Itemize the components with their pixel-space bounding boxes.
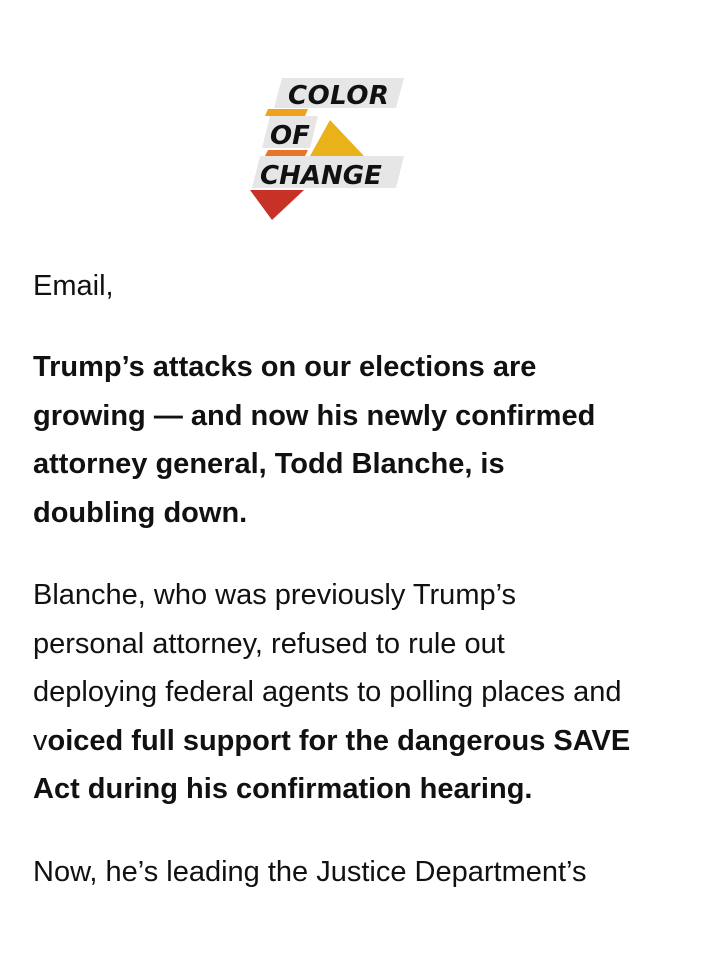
justice-department-paragraph: Now, he’s leading the Justice Department’s: [33, 855, 587, 888]
greeting: Email,: [33, 270, 114, 302]
headline-paragraph: Trump’s attacks on our elections are growing — and now his newly confirmed attorney general, Todd Blanche, is doubling down.: [33, 351, 596, 529]
logo-word-color: COLOR: [288, 81, 390, 111]
email-body: [33, 262, 633, 930]
logo-graphic: [248, 78, 408, 223]
logo-yellow-triangle: [310, 120, 364, 156]
logo-word-of: OF: [270, 121, 310, 151]
blanche-paragraph: [33, 571, 633, 814]
color-of-change-logo: [248, 78, 408, 223]
logo-word-change: CHANGE: [260, 161, 382, 191]
blanche-paragraph-bold: oiced full support for the dangerous SAVE Act during his confirmation hearing.: [33, 724, 631, 805]
logo-red-triangle: [250, 190, 304, 220]
blanche-paragraph-plain: Blanche, who was previously Trump’s personal attorney, refused to rule out deploying federal agents to polling places and v: [33, 579, 622, 757]
